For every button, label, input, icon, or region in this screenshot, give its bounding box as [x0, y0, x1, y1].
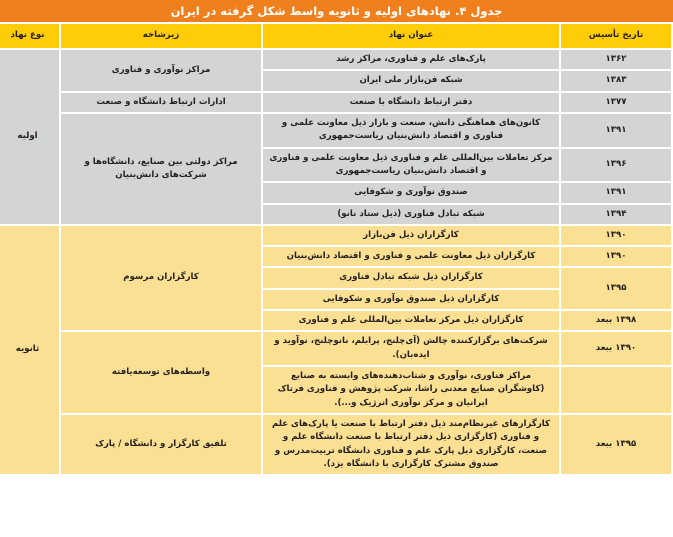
table-row [0, 226, 671, 245]
table-row [0, 332, 671, 365]
cell-founding-date: ۱۳۸۳ [561, 71, 671, 90]
cell-founding-date: ۱۳۹۴ [561, 205, 671, 224]
cell-subbranch: مراکز نوآوری و فناوری [61, 50, 261, 91]
cell-founding-date: ۱۳۹۸ ببعد [561, 311, 671, 330]
table-header [0, 24, 671, 48]
cell-institution-type: ثانویه [0, 226, 59, 474]
cell-institution-name: کانون‌های هماهنگی دانش، صنعت و بازار ذیل معاونت علمی و فناوری و اقتصاد دانش‌بنیان ریاست‌جمهوری [263, 114, 559, 147]
cell-founding-date: ۱۳۶۲ [561, 50, 671, 69]
table-title: جدول ۴. نهادهای اولیه و ثانویه واسط شکل گرفته در ایران [0, 0, 673, 22]
cell-founding-date: ۱۳۹۶ [561, 149, 671, 182]
column-header-type: نوع نهاد [0, 24, 59, 48]
cell-institution-type: اولیه [0, 50, 59, 224]
cell-institution-name: پارک‌های علم و فناوری، مراکز رشد [263, 50, 559, 69]
cell-institution-name: دفتر ارتباط دانشگاه با صنعت [263, 93, 559, 112]
cell-institution-name: مرکز تعاملات بین‌المللی علم و فناوری ذیل معاونت علمی و فناوری و اقتصاد دانش‌بنیان ریاست‌جمهوری [263, 149, 559, 182]
column-header-date: تاریخ تأسیس [561, 24, 671, 48]
cell-institution-name: شبکه تبادل فناوری (ذیل ستاد نانو) [263, 205, 559, 224]
cell-subbranch: مراکز دولتی بین صنایع، دانشگاه‌ها و شرکت‌های دانش‌بنیان [61, 114, 261, 224]
cell-institution-name: کارگزاران ذیل صندوق نوآوری و شکوفایی [263, 290, 559, 309]
cell-institution-name: صندوق نوآوری و شکوفایی [263, 183, 559, 202]
cell-founding-date: ۱۳۹۰ ببعد [561, 332, 671, 365]
cell-subbranch: تلفیق کارگزار و دانشگاه / پارک [61, 415, 261, 474]
header-row [0, 24, 671, 48]
cell-founding-date: ۱۳۹۱ [561, 114, 671, 147]
cell-institution-name: شبکه فن‌بازار ملی ایران [263, 71, 559, 90]
institutions-table [0, 22, 673, 476]
column-header-name: عنوان نهاد [263, 24, 559, 48]
cell-founding-date: ۱۳۹۰ [561, 247, 671, 266]
cell-institution-name: کارگزاران ذیل شبکه تبادل فناوری [263, 268, 559, 287]
cell-founding-date [561, 367, 671, 413]
cell-subbranch: واسطه‌های توسعه‌یافته [61, 332, 261, 413]
cell-institution-name: شرکت‌های برگزارکننده چالش (آی‌چلنج، پرابلم، نانوچلنج، نوآوید و ایده‌بان). [263, 332, 559, 365]
table-body [0, 50, 671, 474]
table-row [0, 50, 671, 69]
cell-institution-name: کارگزاران ذیل مرکز تعاملات بین‌المللی علم و فناوری [263, 311, 559, 330]
cell-founding-date: ۱۳۹۰ [561, 226, 671, 245]
cell-institution-name: کارگزاران ذیل معاونت علمی و فناوری و اقتصاد دانش‌بنیان [263, 247, 559, 266]
cell-institution-name: کارگزارهای غیرنظام‌مند ذیل دفتر ارتباط با صنعت یا پارک‌های علم و فناوری (کارگزاری ذیل دفتر ارتباط با صنعت دانشگاه علم و صنعت، کارگزاری ذیل پارک علم و فناوری دانشگاه تربیت‌مدرس و صندوق مشترک کارگزاری با دانشگاه یزد). [263, 415, 559, 474]
table-row [0, 93, 671, 112]
table-row [0, 114, 671, 147]
cell-subbranch: کارگزاران مرسوم [61, 226, 261, 331]
column-header-subbranch: زیرشاخه [61, 24, 261, 48]
cell-founding-date: ۱۳۹۵ ببعد [561, 415, 671, 474]
cell-subbranch: ادارات ارتباط دانشگاه و صنعت [61, 93, 261, 112]
cell-founding-date: ۱۳۹۵ [561, 268, 671, 309]
cell-institution-name: کارگزاران ذیل فن‌بازار [263, 226, 559, 245]
cell-institution-name: مراکز فناوری، نوآوری و شتاب‌دهنده‌های وابسته به صنایع (کاوشگران صنایع معدنی راشا، شرکت پژوهش و فناوری فرتاک ایرانیان و مرکز نوآوری انرژیک و...). [263, 367, 559, 413]
cell-founding-date: ۱۳۷۷ [561, 93, 671, 112]
cell-founding-date: ۱۳۹۱ [561, 183, 671, 202]
table-row [0, 415, 671, 474]
